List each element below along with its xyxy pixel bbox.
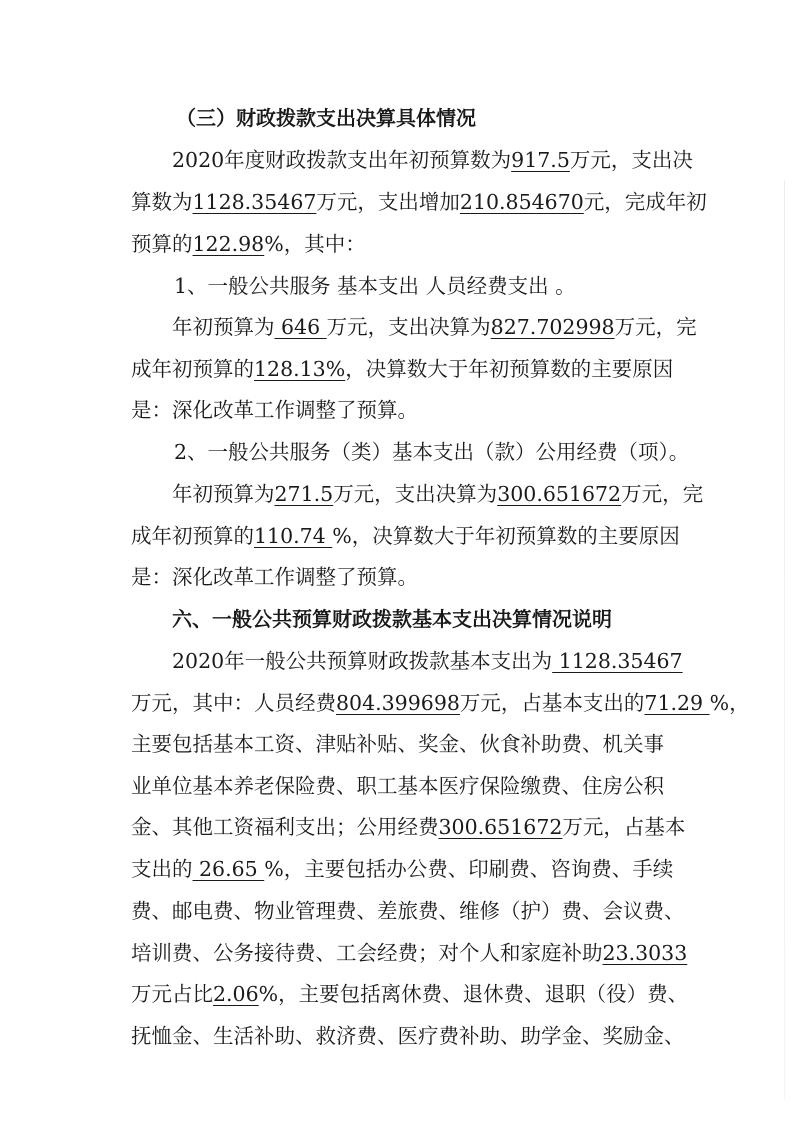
underlined-value: 300.651672 bbox=[497, 482, 622, 506]
paragraph-line: 是：深化改革工作调整了预算。 bbox=[131, 398, 418, 422]
underlined-value: 2.06 bbox=[213, 982, 259, 1006]
paragraph-line: 抚恤金、生活补助、救济费、医疗费补助、助学金、奖励金、 bbox=[131, 1024, 685, 1048]
text: 万元，其中：人员经费 bbox=[131, 691, 336, 715]
text: 预算的 bbox=[131, 232, 193, 256]
underlined-value: 71.29 bbox=[644, 691, 710, 715]
paragraph-line: 主要包括基本工资、津贴补贴、奖金、伙食补助费、机关事 bbox=[131, 732, 664, 756]
underlined-value: 300.651672 bbox=[438, 815, 563, 839]
text: 万元，占基本支出的 bbox=[459, 691, 645, 715]
text: %，决算数大于年初预算数的主要原因 bbox=[332, 524, 680, 548]
text: 万元，支出决算为 bbox=[333, 482, 498, 506]
paragraph-line bbox=[131, 854, 673, 884]
paragraph-line bbox=[172, 145, 693, 175]
underlined-value: 1128.35467 bbox=[192, 190, 317, 214]
scan-edge-divider bbox=[784, 180, 785, 1100]
text: 年初预算为 bbox=[172, 315, 275, 339]
underlined-value: 110.74 bbox=[254, 524, 333, 548]
text: 万元，完 bbox=[614, 315, 697, 339]
paragraph-line bbox=[172, 312, 697, 342]
text: 成年初预算的 bbox=[131, 524, 254, 548]
text: 金、其他工资福利支出；公用经费 bbox=[131, 815, 439, 839]
item-2-title: 2、一般公共服务（类）基本支出（款）公用经费（项）。 bbox=[174, 440, 690, 464]
text: ，决算数大于年初预算数的主要原因 bbox=[345, 357, 674, 381]
section-heading-3: （三）财政拨款支出决算具体情况 bbox=[176, 106, 476, 130]
paragraph-line bbox=[131, 187, 707, 217]
text: 万元，支出决 bbox=[569, 148, 693, 172]
paragraph-line bbox=[131, 688, 750, 718]
paragraph-line bbox=[172, 646, 683, 676]
paragraph-line bbox=[131, 354, 673, 384]
paragraph-line: 费、邮电费、物业管理费、差旅费、维修（护）费、会议费、 bbox=[131, 899, 685, 923]
item-1-title: 1、一般公共服务 基本支出 人员经费支出 。 bbox=[174, 274, 576, 298]
underlined-value: 122.98 bbox=[192, 232, 265, 256]
text: %，主要包括办公费、印刷费、咨询费、手续 bbox=[264, 857, 674, 881]
text: 2020年一般公共预算财政拨款基本支出为 bbox=[172, 649, 553, 673]
paragraph-line bbox=[131, 812, 685, 842]
paragraph-line bbox=[131, 521, 680, 551]
text: 万元，完 bbox=[621, 482, 704, 506]
section-heading-6: 六、一般公共预算财政拨款基本支出决算情况说明 bbox=[172, 607, 612, 631]
text: 年初预算为 bbox=[172, 482, 275, 506]
text: 算数为 bbox=[131, 190, 193, 214]
underlined-value: 917.5 bbox=[511, 148, 570, 172]
text: 万元占比 bbox=[131, 982, 213, 1006]
underlined-value: 804.399698 bbox=[336, 691, 460, 715]
text: 培训费、公务接待费、工会经费；对个人和家庭补助 bbox=[131, 941, 603, 965]
text: %，主要包括离休费、退休费、退职（役）费、 bbox=[258, 982, 689, 1006]
text: %， bbox=[709, 691, 750, 715]
underlined-value: 827.702998 bbox=[490, 315, 615, 339]
text: 支出的 bbox=[131, 857, 193, 881]
text: 2020年度财政拨款支出年初预算数为 bbox=[172, 148, 512, 172]
underlined-value: 128.13% bbox=[254, 357, 346, 381]
text: 万元，占基本 bbox=[562, 815, 686, 839]
underlined-value: 271.5 bbox=[274, 482, 334, 506]
paragraph-line: 业单位基本养老保险费、职工基本医疗保险缴费、住房公积 bbox=[131, 774, 664, 798]
underlined-value: 646 bbox=[274, 315, 327, 339]
text: 万元，支出增加 bbox=[316, 190, 460, 214]
paragraph-line bbox=[131, 979, 688, 1009]
paragraph-line bbox=[172, 479, 703, 509]
underlined-value: 23.3033 bbox=[602, 941, 688, 965]
paragraph-line bbox=[131, 938, 687, 968]
paragraph-line: 是：深化改革工作调整了预算。 bbox=[131, 565, 418, 589]
underlined-value: 26.65 bbox=[192, 857, 265, 881]
text: 元，完成年初 bbox=[583, 190, 707, 214]
underlined-value: 210.854670 bbox=[459, 190, 584, 214]
text: %，其中： bbox=[264, 232, 366, 256]
text: 万元，支出决算为 bbox=[326, 315, 491, 339]
text: 成年初预算的 bbox=[131, 357, 254, 381]
underlined-value: 1128.35467 bbox=[552, 649, 683, 673]
paragraph-line bbox=[131, 229, 366, 259]
